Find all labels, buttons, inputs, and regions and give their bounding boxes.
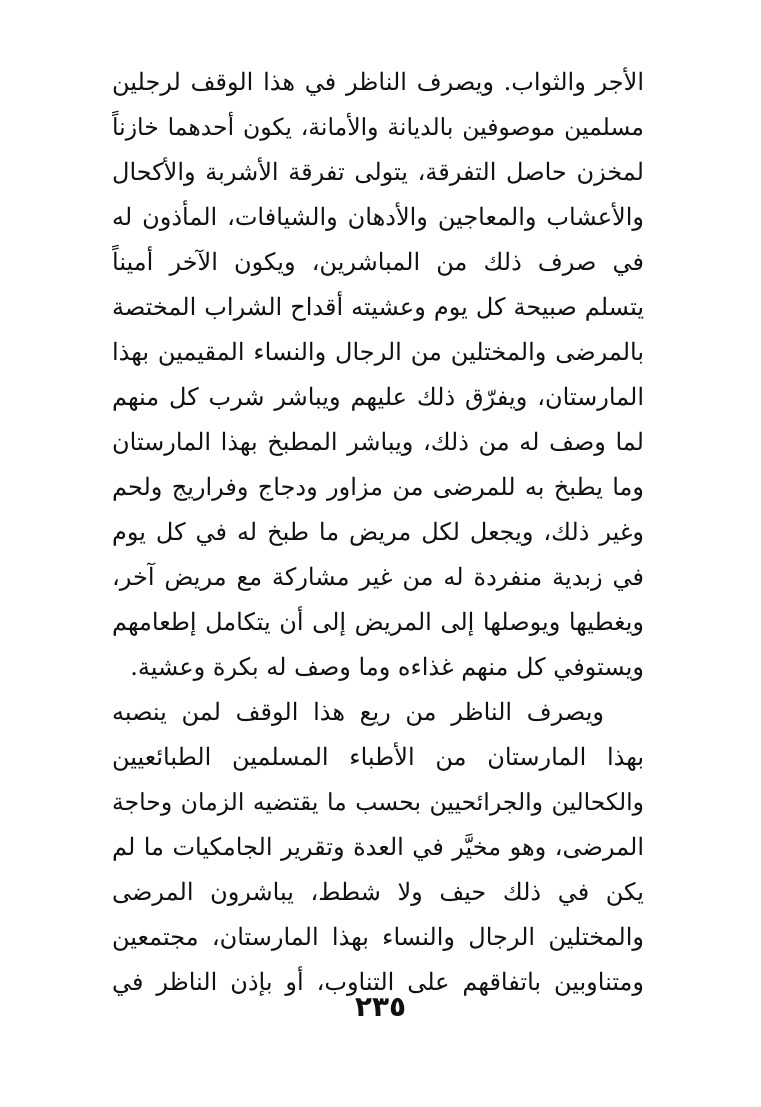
text-line: وما يطبخ به للمرضى من مزاور ودجاج وفراريج ولحم xyxy=(112,473,644,501)
text-line: ويغطيها ويوصلها إلى المريض إلى أن يتكامل إطعامهم xyxy=(112,608,644,636)
paragraph-2 xyxy=(112,690,644,1005)
text-line: والمختلين الرجال والنساء بهذا المارستان، مجتمعين xyxy=(112,923,644,951)
paragraph-1 xyxy=(112,60,644,690)
text-line: ويصرف الناظر من ريع هذا الوقف لمن ينصبه xyxy=(112,698,604,726)
text-line: يتسلم صبيحة كل يوم وعشيته أقداح الشراب المختصة xyxy=(112,293,644,321)
text-line: في صرف ذلك من المباشرين، ويكون الآخر أميناً xyxy=(112,248,644,276)
text-line: ويستوفي كل منهم غذاءه وما وصف له بكرة وعشية. xyxy=(130,653,644,681)
text-line: يكن في ذلك حيف ولا شطط، يباشرون المرضى xyxy=(112,878,644,906)
text-line: والكحالين والجرائحيين بحسب ما يقتضيه الزمان وحاجة xyxy=(112,788,644,816)
text-line: والأعشاب والمعاجين والأدهان والشيافات، المأذون له xyxy=(112,203,644,231)
text-line: في زبدية منفردة له من غير مشاركة مع مريض آخر، xyxy=(112,563,644,591)
text-line: المرضى، وهو مخيَّر في العدة وتقرير الجامكيات ما لم xyxy=(112,833,644,861)
text-line: مسلمين موصوفين بالديانة والأمانة، يكون أحدهما خازناً xyxy=(112,113,644,141)
text-line: الأجر والثواب. ويصرف الناظر في هذا الوقف لرجلين xyxy=(112,68,644,96)
text-line: بهذا المارستان من الأطباء المسلمين الطبائعيين xyxy=(112,743,644,771)
text-line: بالمرضى والمختلين من الرجال والنساء المقيمين بهذا xyxy=(112,338,644,366)
text-line: وغير ذلك، ويجعل لكل مريض ما طبخ له في كل يوم xyxy=(112,518,644,546)
page-number: ٢٣٥ xyxy=(354,990,407,1023)
text-line: لمخزن حاصل التفرقة، يتولى تفرقة الأشربة والأكحال xyxy=(112,158,644,186)
text-line: لما وصف له من ذلك، ويباشر المطبخ بهذا المارستان xyxy=(112,428,644,456)
text-line: المارستان، ويفرّق ذلك عليهم ويباشر شرب كل منهم xyxy=(112,383,644,411)
text-line: ومتناوبين باتفاقهم على التناوب، أو بإذن الناظر في xyxy=(112,968,644,996)
